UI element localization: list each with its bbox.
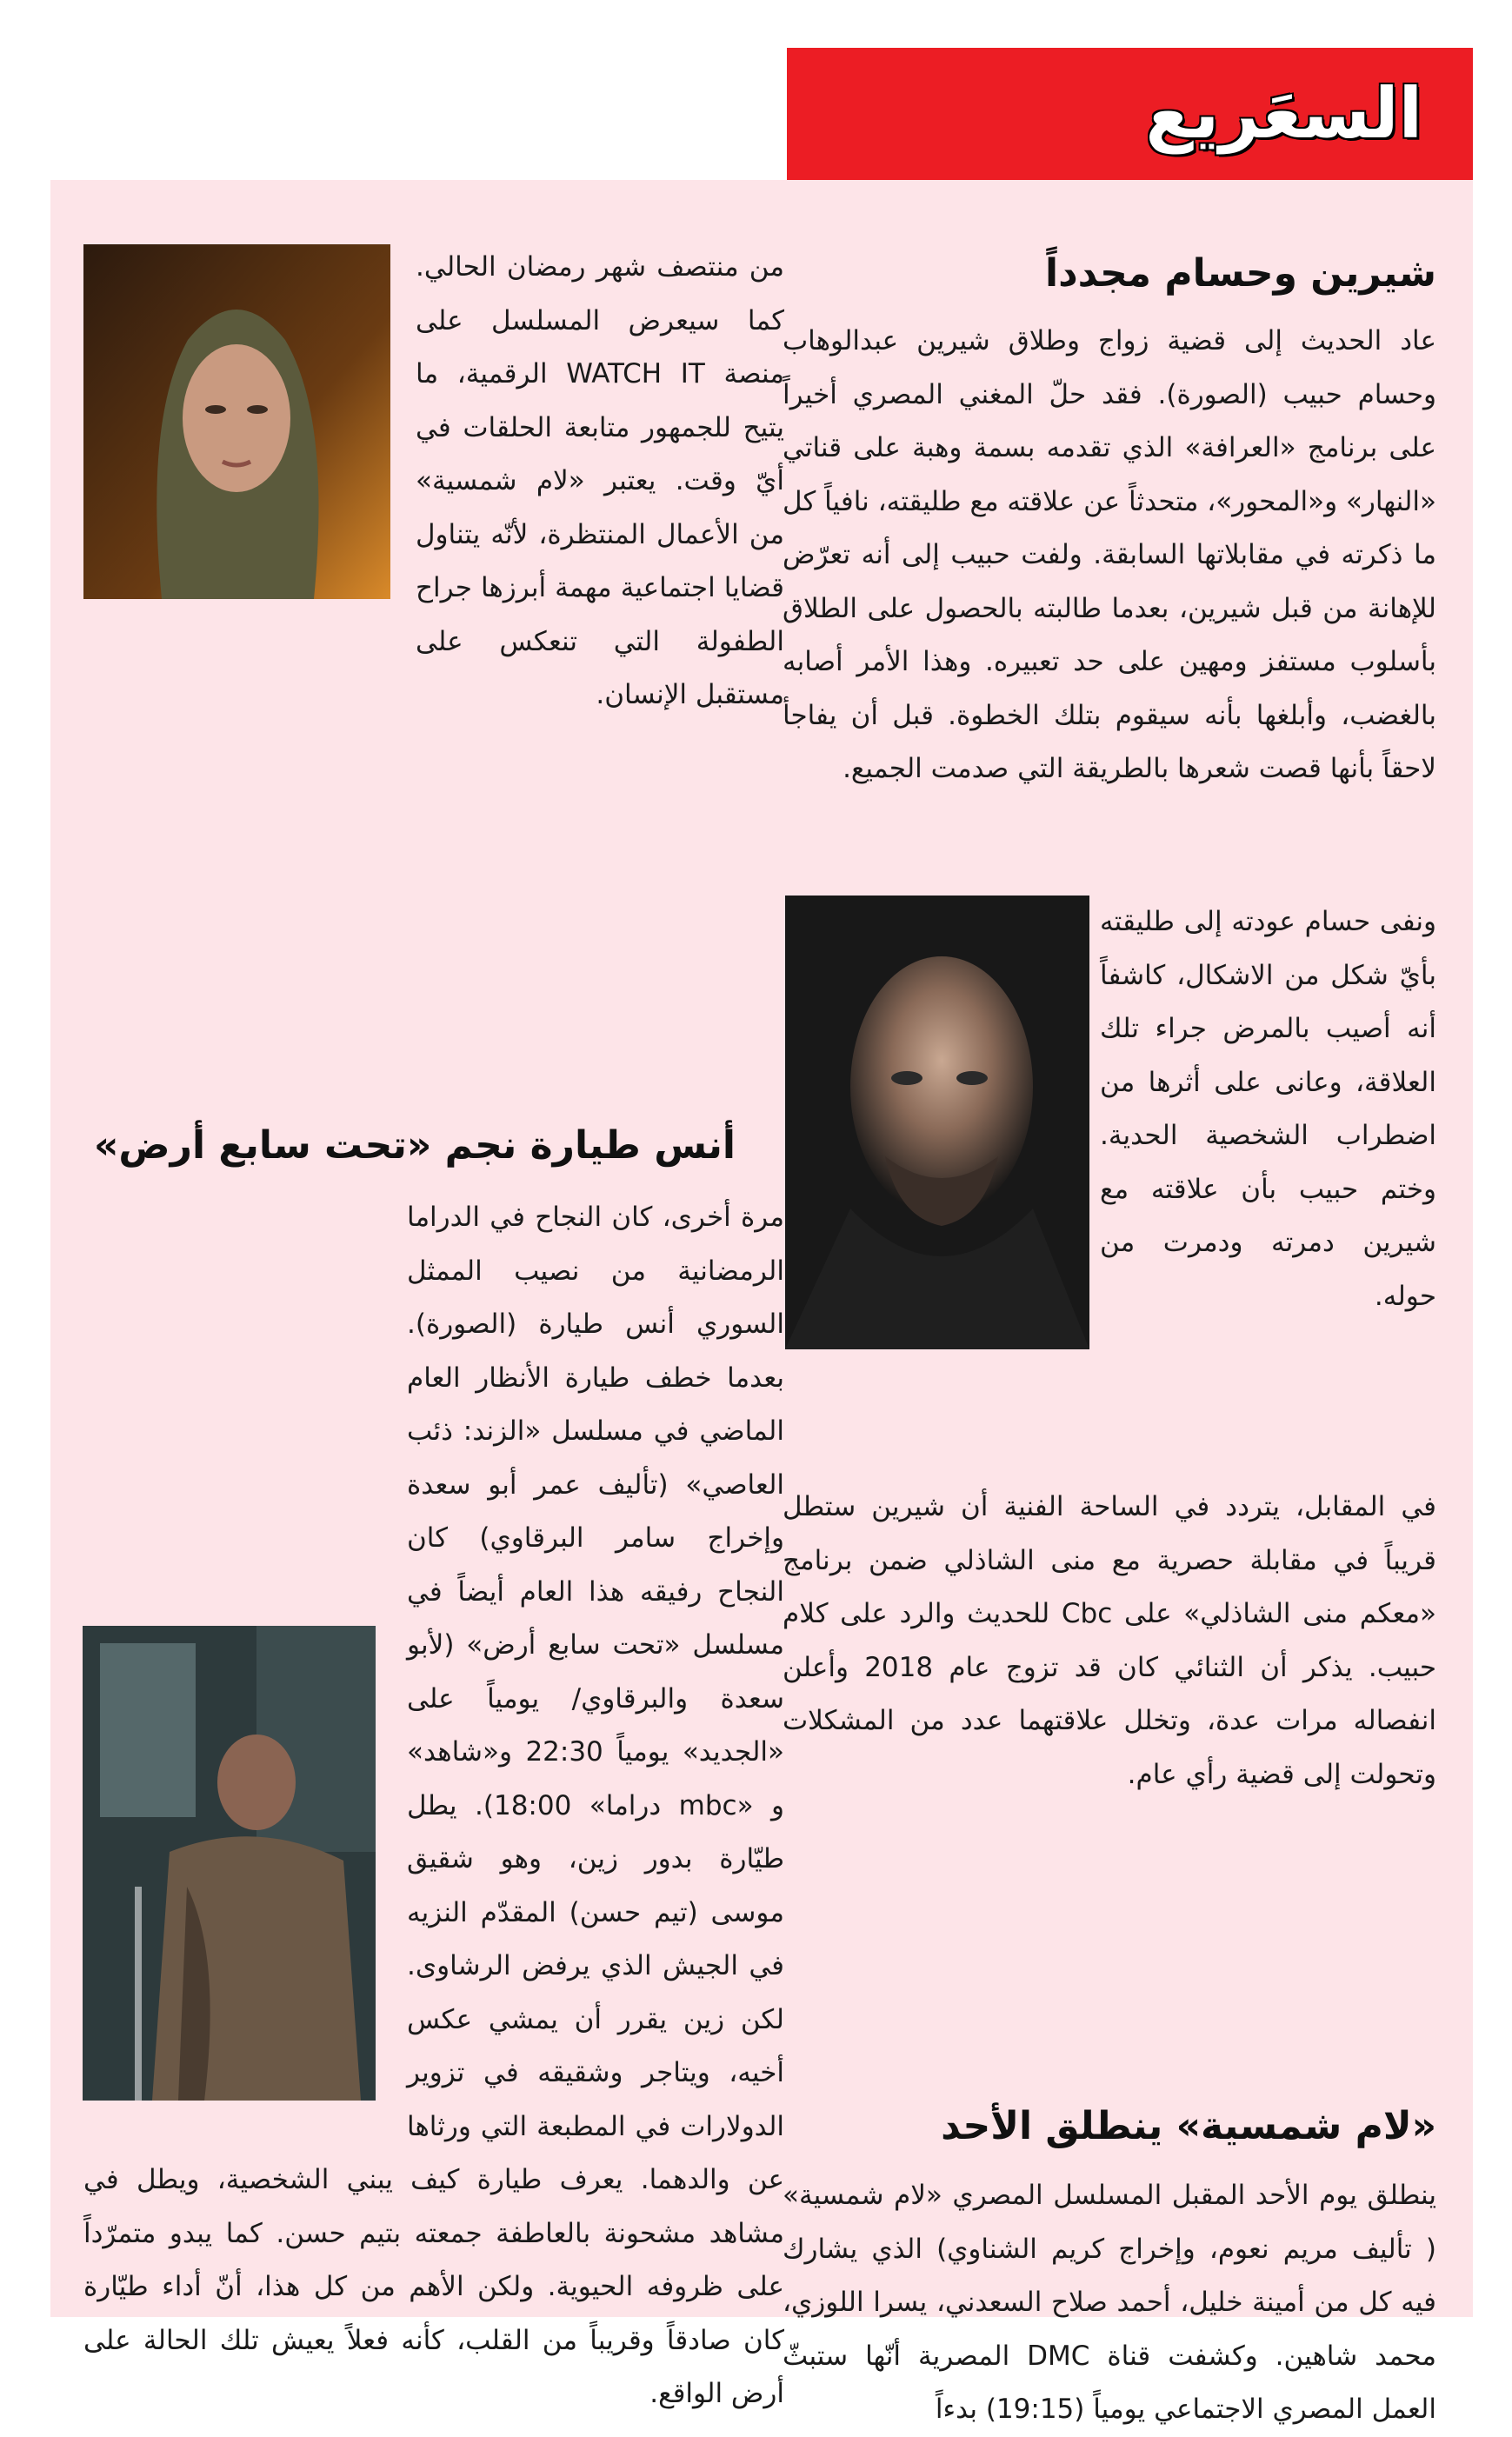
photo-wrap-spacer: [83, 1626, 407, 2113]
story2-para1: ينطلق يوم الأحد المقبل المسلسل المصري «لام شمسية» ( تأليف مريم نعوم، وإخراج كريم الشناوي) الذي يشارك فيه كل من أمينة خليل، أحمد صلاح السعدني، يسرا اللوزي، محمد شاهين. وكشفت قناة DMC المصرية أنّها ستبثّ العمل المصري الاجتماعي يومياً (19:15) بدءاً: [783, 2180, 1436, 2425]
section-title: السعَريع: [1145, 73, 1422, 154]
content-panel: [50, 180, 1473, 2425]
hossam-habib-photo: [785, 896, 1089, 1349]
story1-headline: شيرين وحسام مجدداً: [1045, 251, 1436, 296]
story3-headline: أنس طيارة نجم «تحت سابع أرض»: [94, 1123, 736, 1168]
story1-para3: في المقابل، يتردد في الساحة الفنية أن شيرين ستطل قريباً في مقابلة حصرية مع منى الشاذلي ضمن برنامج «معكم منى الشاذلي» على Cbc للحديث والرد على كلام حبيب. يذكر أن الثنائي كان قد تزوج عام 2018 وأعلن انفصاله مرات عدة، وتخلل علاقتهما عدد من المشكلات وتحولت إلى قضية رأي عام.: [783, 1491, 1437, 1790]
story1-para2: ونفى حسام عودته إلى طليقته بأيّ شكل من الاشكال، كاشفاً أنه أصيب بالمرض جراء تلك العلاقة، وعانى على أثرها من اضطراب الشخصية الحدية. وختم حبيب بأن علاقته مع شيرين دمرته ودمرت من حوله.: [1100, 906, 1436, 1312]
story2-continued: من منتصف شهر رمضان الحالي. كما سيعرض المسلسل على منصة WATCH IT الرقمية، ما يتيح للجمهور متابعة الحلقات في أيّ وقت. يعتبر «لام شمسية» من الأعمال المنتظرة، لأنّه يتناول قضايا اجتماعية مهمة أبرزها جراح الطفولة التي تنعكس على مستقبل الإنسان.: [416, 251, 784, 710]
amina-khalil-photo: [83, 244, 390, 599]
story1-para1: عاد الحديث إلى قضية زواج وطلاق شيرين عبدالوهاب وحسام حبيب (الصورة). فقد حلّ المغني المصري أخيراً على برنامج «العرافة» الذي تقدمه بسمة وهبة على قناتي «النهار» و«المحور»، متحدثاً عن علاقته مع طليقته، نافياً كل ما ذكرته في مقابلاتها السابقة. ولفت حبيب إلى أنه تعرّض للإهانة من قبل شيرين، بعدما طالبته بالحصول على الطلاق بأسلوب مستفز ومهين على حد تعبيره. وهذا الأمر أصابه بالغضب، وأبلغها بأنه سيقوم بتلك الخطوة. قبل أن يفاجأ لاحقاً بأنها قصت شعرها بالطريقة التي صدمت الجميع.: [783, 325, 1436, 784]
story2-headline: «لام شمسية» ينطلق الأحد: [941, 2104, 1436, 2148]
story3-para1: [83, 1191, 784, 2421]
story3-text: [83, 1191, 784, 2421]
section-banner: [787, 48, 1473, 180]
story3-text-body: مرة أخرى، كان النجاح في الدراما الرمضانية من نصيب الممثل السوري أنس طيارة (الصورة). بعدما خطف طيارة الأنظار العام الماضي في مسلسل «الزند: ذئب العاصي» (تأليف عمر أبو سعدة وإخراج سامر البرقاوي) كان النجاح رفيقه هذا العام أيضاً في مسلسل «تحت سابع أرض» (لأبو سعدة والبرقاوي/ يومياً على «الجديد» يومياً 22:30 و«شاهد» و «mbc دراما» 18:00). يطل طيّارة بدور زين، وهو شقيق موسى (تيم حسن) المقدّم النزيه في الجيش الذي يرفض الرشاوى. لكن زين يقرر أن يمشي عكس أخيه، ويتاجر وشقيقه في تزوير الدولارات في المطبعة التي ورثاها عن والدهما. يعرف طيارة كيف يبني الشخصية، ويطل في مشاهد مشحونة بالعاطفة جمعته بتيم حسن. كما يبدو متمرّداً على ظروفه الحيوية. ولكن الأهم من كل هذا، أنّ أداء طيّارة كان صادقاً وقريباً من القلب، كأنه فعلاً يعيش تلك الحالة على أرض الواقع.: [83, 1202, 785, 2409]
